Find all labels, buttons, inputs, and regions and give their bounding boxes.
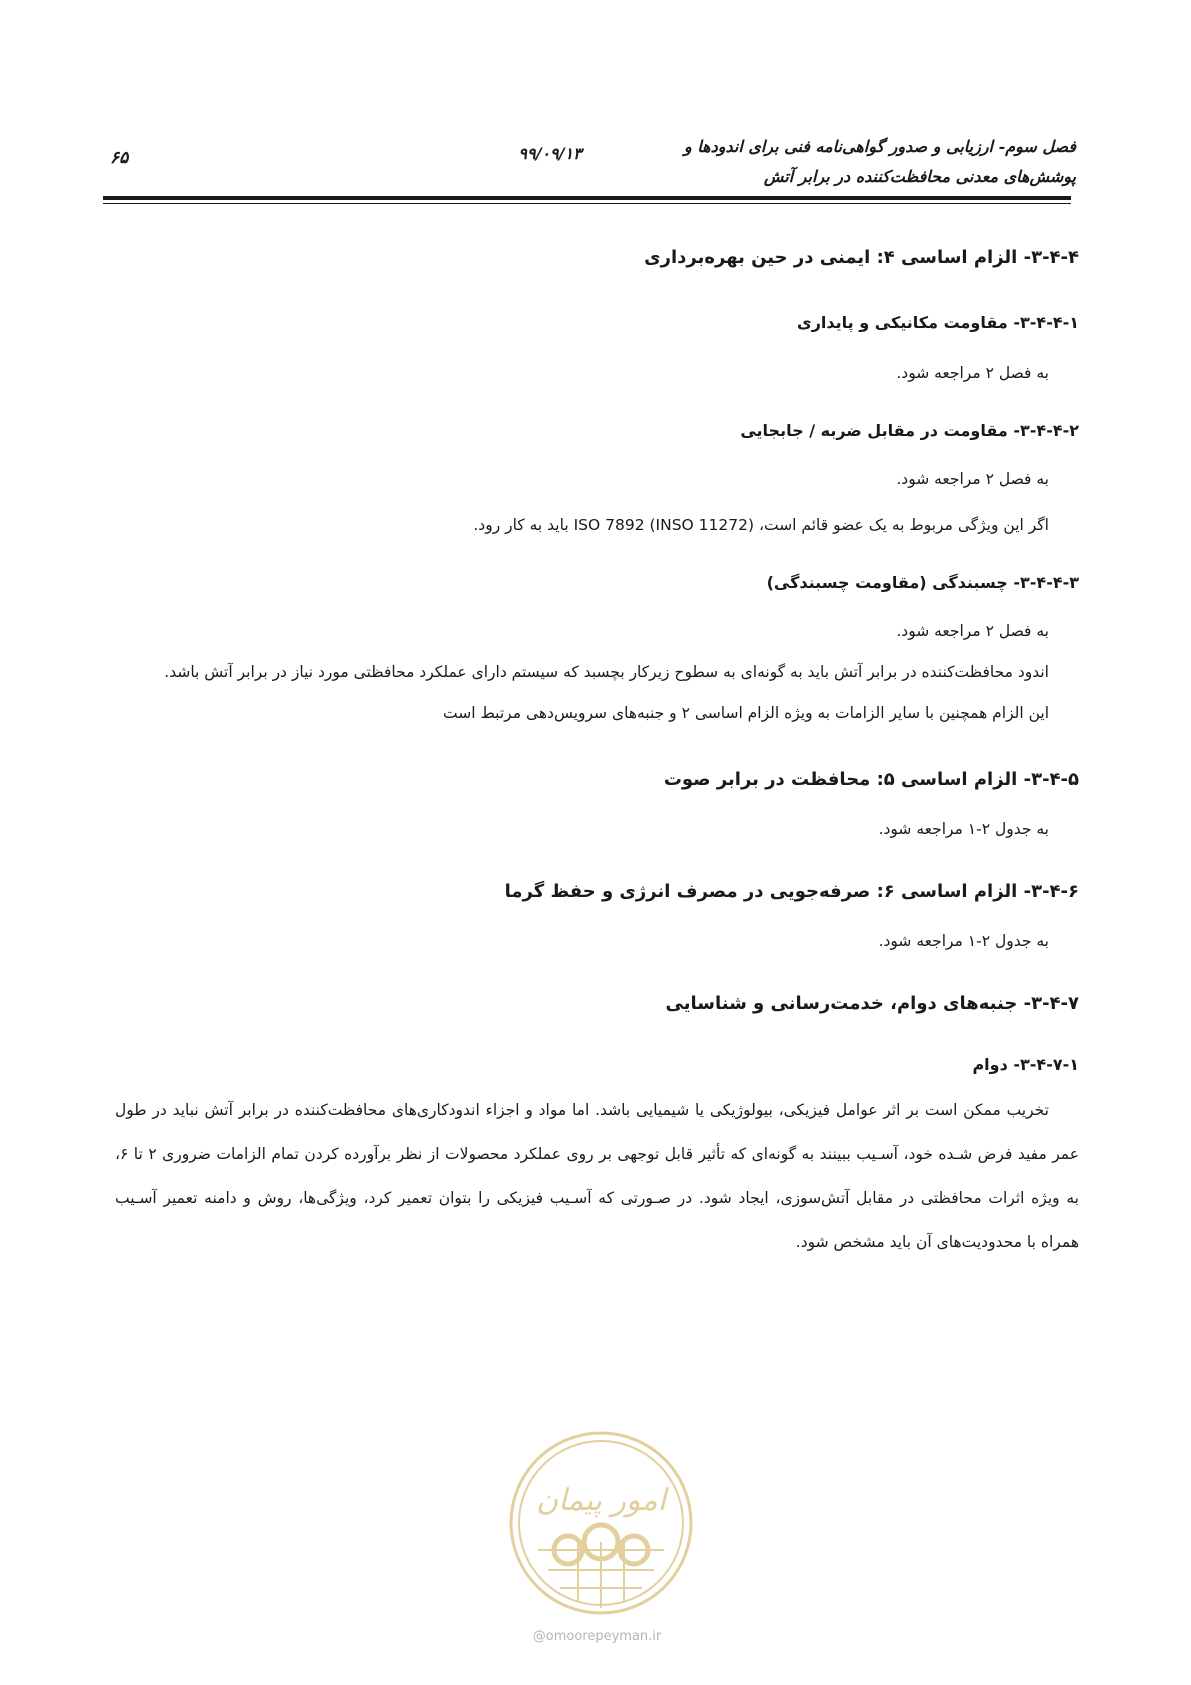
header-date: ۹۹/۰۹/۱۳ — [518, 144, 582, 163]
header-rule-thin — [103, 203, 1071, 204]
publisher-logo — [508, 1430, 694, 1616]
standard-reference: ISO 7892 (INSO 11272) — [573, 516, 755, 534]
heading-3-4-5: ۳-۴-۵- الزام اساسی ۵: محافظت در برابر صوت — [663, 769, 1079, 790]
heading-3-4-6: ۳-۴-۶- الزام اساسی ۶: صرفه‌جویی در مصرف انرژی و حفظ گرما — [504, 881, 1079, 902]
heading-3-4-7-1: ۳-۴-۷-۱- دوام — [972, 1055, 1079, 1074]
watermark: @omoorepeyman.ir — [532, 1629, 662, 1644]
chapter-title-line1: فصل سوم- ارزیابی و صدور گواهی‌نامه فنی برای اندودها و — [684, 137, 1076, 156]
para-3-4-4-1: به فصل ۲ مراجعه شود. — [896, 364, 1049, 382]
para-3-4-4-2-b-pre: اگر این ویژگی مربوط به یک عضو قائم است، — [754, 516, 1049, 534]
heading-3-4-4-2: ۳-۴-۴-۲- مقاومت در مقابل ضربه / جابجایی — [740, 421, 1079, 440]
heading-3-4-4-3: ۳-۴-۴-۳- چسبندگی (مقاومت چسبندگی) — [766, 573, 1079, 592]
para-3-4-4-3-a: به فصل ۲ مراجعه شود. — [896, 622, 1049, 640]
para-3-4-7-1: تخریب ممکن است بر اثر عوامل فیزیکی، بیولوژیکی یا شیمیایی باشد. اما مواد و اجزاء اندودکاری‌های محافظت‌کننده در برابر آتش نباید در طول عمر مفید فرض شـده خود، آسـیب ببینند به گونه‌ای که تأثیر قابل توجهی بر روی عملکرد محصولات از نظر برآورده کردن تمام الزامات ضروری ۲ تا ۶، به ویژه اثرات محافظتی در مقابل آتش‌سوزی، ایجاد شود. در صـورتی که آسـیب فیزیکی را بتوان تعمیر کرد، ویژگی‌ها، روش و دامنه تعمیر آسـیب همراه با محدودیت‌های آن باید مشخص شود. — [115, 1101, 1080, 1251]
para-3-4-5: به جدول ۲-۱ مراجعه شود. — [878, 820, 1049, 838]
logo-script: امور پیمان — [536, 1483, 666, 1518]
heading-3-4-4-1: ۳-۴-۴-۱- مقاومت مکانیکی و پایداری — [797, 313, 1079, 332]
chapter-title-line2: پوشش‌های معدنی محافظت‌کننده در برابر آتش — [763, 167, 1076, 186]
para-3-4-4-2-a: به فصل ۲ مراجعه شود. — [896, 470, 1049, 488]
para-3-4-4-3-b: اندود محافظت‌کننده در برابر آتش باید به گونه‌ای به سطوح زیرکار بچسبد که سیستم دارای عملکرد محافظتی مورد نیاز در برابر آتش باشد. — [164, 663, 1049, 681]
para-3-4-6: به جدول ۲-۱ مراجعه شود. — [878, 932, 1049, 950]
heading-3-4-4: ۳-۴-۴- الزام اساسی ۴: ایمنی در حین بهره‌برداری — [644, 247, 1079, 268]
page-body — [115, 244, 1079, 1264]
page-number: ۶۵ — [110, 148, 129, 168]
para-3-4-4-3-c: این الزام همچنین با سایر الزامات به ویژه الزام اساسی ۲ و جنبه‌های سرویس‌دهی مرتبط است — [443, 704, 1049, 722]
para-3-4-4-2-b — [115, 512, 1079, 538]
header-rule-thick — [103, 196, 1071, 200]
heading-3-4-7: ۳-۴-۷- جنبه‌های دوام، خدمت‌رسانی و شناسایی — [665, 993, 1079, 1014]
para-3-4-4-2-b-post: باید به کار رود. — [473, 516, 574, 534]
